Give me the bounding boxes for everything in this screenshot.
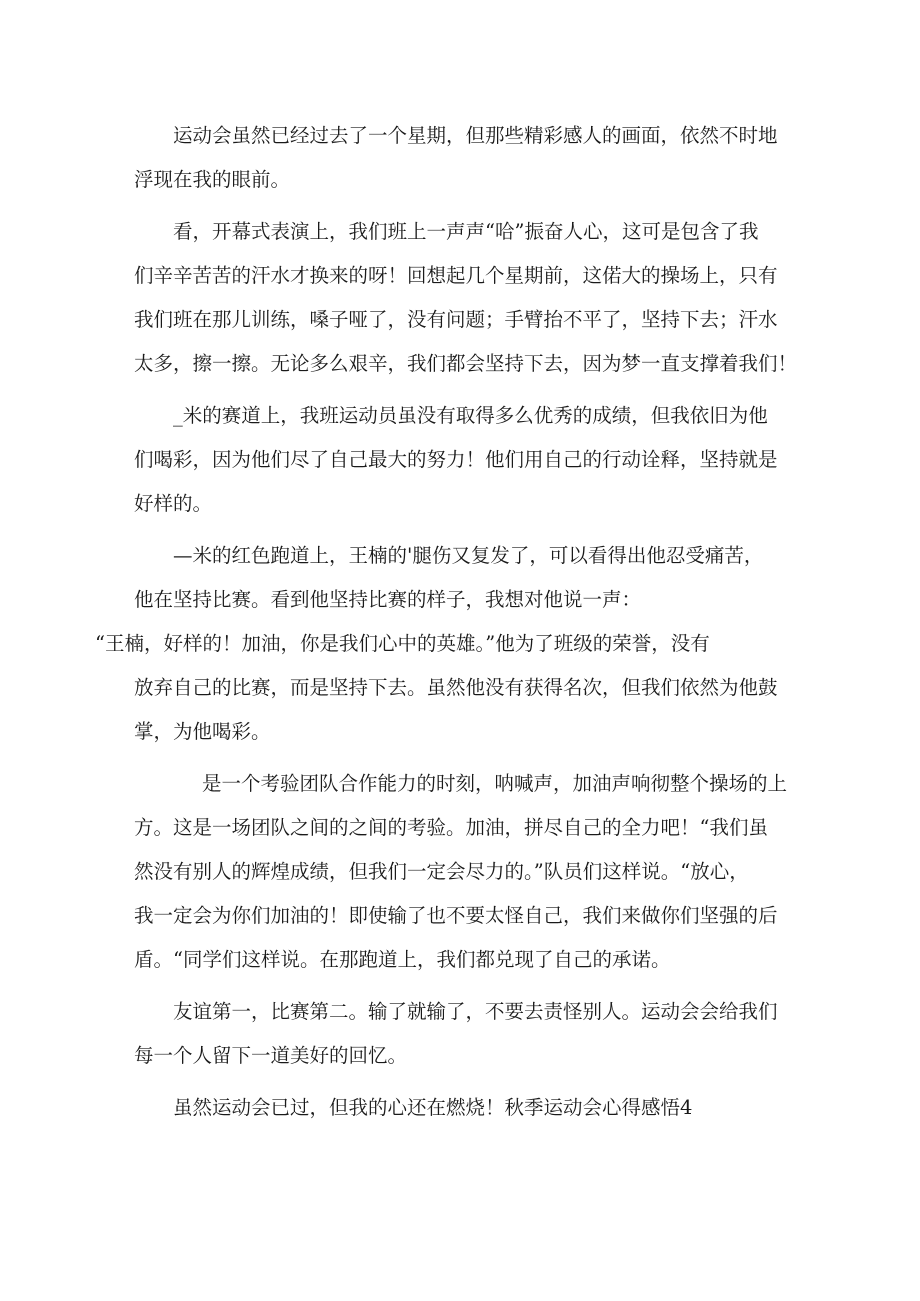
- text-line: 看，开幕式表演上，我们班上一声声“哈”振奋人心，这可是包含了我: [173, 220, 759, 243]
- text-line: “王楠，好样的！加油，你是我们心中的英雄。”他为了班级的荣誉，没有: [95, 632, 710, 655]
- text-line: 他在坚持比赛。看到他坚持比赛的样子，我想对他说一声：: [134, 588, 642, 611]
- paragraph-3: [134, 394, 796, 526]
- text-line: 浮现在我的眼前。: [134, 168, 291, 191]
- paragraph-6: [134, 990, 796, 1078]
- paragraph-7: [134, 1086, 796, 1130]
- text-line: 太多，擦一擦。无论多么艰辛，我们都会坚持下去，因为梦一直支撑着我们！: [134, 352, 798, 375]
- text-line: 每一个人留下一道美好的回忆。: [134, 1044, 408, 1067]
- paragraph-5: [134, 762, 796, 982]
- text-line: 是一个考验团队合作能力的时刻，呐喊声，加油声响彻整个操场的上: [202, 772, 788, 795]
- text-line: 放弃自己的比赛，而是坚持下去。虽然他没有获得名次，但我们依然为他鼓: [134, 676, 778, 699]
- text-line: 好样的。: [134, 492, 213, 515]
- text-line: 掌，为他喝彩。: [134, 720, 271, 743]
- text-line: 然没有别人的辉煌成绩，但我们一定会尽力的。”队员们这样说。“放心，: [134, 860, 749, 883]
- text-line: —米的红色跑道上，王楠的'腿伤又复发了，可以看得出他忍受痛苦，: [173, 544, 764, 567]
- paragraph-1: [134, 114, 796, 202]
- text-line: 我一定会为你们加油的！即使输了也不要太怪自己，我们来做你们坚强的后: [134, 904, 778, 927]
- text-line: 友谊第一，比赛第二。输了就输了，不要去责怪别人。运动会会给我们: [173, 1000, 778, 1023]
- text-line: 们喝彩，因为他们尽了自己最大的努力！他们用自己的行动诠释，坚持就是: [134, 448, 778, 471]
- text-line: 们辛辛苦苦的汗水才换来的呀！回想起几个星期前，这偌大的操场上，只有: [134, 264, 778, 287]
- text-line: 盾。“同学们这样说。在那跑道上，我们都兑现了自己的承诺。: [134, 948, 671, 971]
- document-body: [95, 114, 798, 1138]
- text-line: 方。这是一场团队之间的之间的考验。加油，拼尽自己的全力吧！“我们虽: [134, 816, 768, 839]
- paragraph-2: [134, 210, 796, 386]
- text-line: _米的赛道上，我班运动员虽没有取得多么优秀的成绩，但我依旧为他: [173, 404, 768, 427]
- text-line: 虽然运动会已过，但我的心还在燃烧！秋季运动会心得感悟4: [173, 1096, 693, 1119]
- paragraph-4: [95, 534, 796, 754]
- text-line: 运动会虽然已经过去了一个星期，但那些精彩感人的画面，依然不时地: [173, 124, 778, 147]
- text-line: 我们班在那儿训练，嗓子哑了，没有问题；手臂抬不平了，坚持下去；汗水: [134, 308, 778, 331]
